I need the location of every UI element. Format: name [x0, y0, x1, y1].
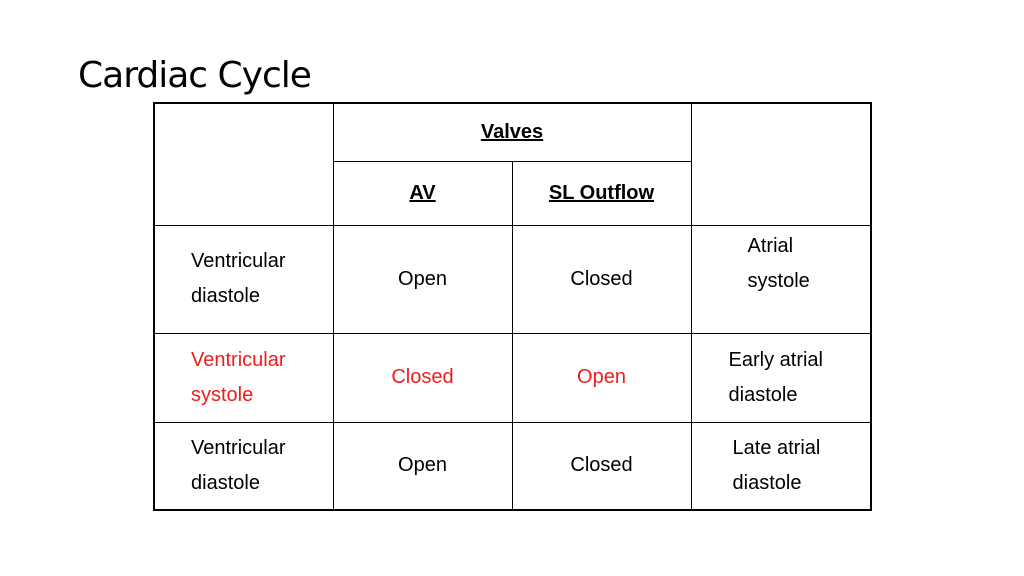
ventricular-phase-cell	[154, 333, 333, 422]
table-header-row	[154, 103, 871, 161]
sl-state-cell: Open	[512, 333, 691, 422]
atrial-line: Early atrial	[728, 348, 823, 371]
atrial-phase-cell	[691, 225, 871, 333]
valves-header: Valves	[333, 103, 691, 161]
atrial-line: systole	[747, 270, 810, 292]
table-row	[154, 422, 871, 510]
atrial-line: Late atrial	[732, 436, 821, 459]
sl-state-cell: Closed	[512, 225, 691, 333]
phase-line: systole	[191, 383, 254, 406]
av-state-cell: Open	[333, 225, 512, 333]
ventricular-phase-cell	[154, 422, 333, 510]
table-row	[154, 225, 871, 333]
atrial-line: Atrial	[747, 235, 794, 257]
ventricular-phase-cell	[154, 225, 333, 333]
phase-line: Ventricular	[191, 348, 286, 371]
phase-line: Ventricular	[191, 436, 286, 459]
phase-line: diastole	[191, 285, 260, 307]
sl-outflow-header: SL Outflow	[512, 161, 691, 225]
atrial-phase-cell	[691, 422, 871, 510]
slide-title: Cardiac Cycle	[78, 55, 311, 96]
empty-corner-cell	[154, 103, 333, 225]
table-row	[154, 333, 871, 422]
atrial-line: diastole	[728, 383, 798, 406]
av-state-cell: Open	[333, 422, 512, 510]
av-header: AV	[333, 161, 512, 225]
cardiac-cycle-table	[153, 102, 872, 511]
atrial-phase-cell	[691, 333, 871, 422]
sl-state-cell: Closed	[512, 422, 691, 510]
phase-line: Ventricular	[191, 250, 286, 272]
phase-line: diastole	[191, 471, 260, 494]
atrial-line: diastole	[732, 471, 802, 494]
av-state-cell: Closed	[333, 333, 512, 422]
empty-atrial-header-cell	[691, 103, 871, 225]
